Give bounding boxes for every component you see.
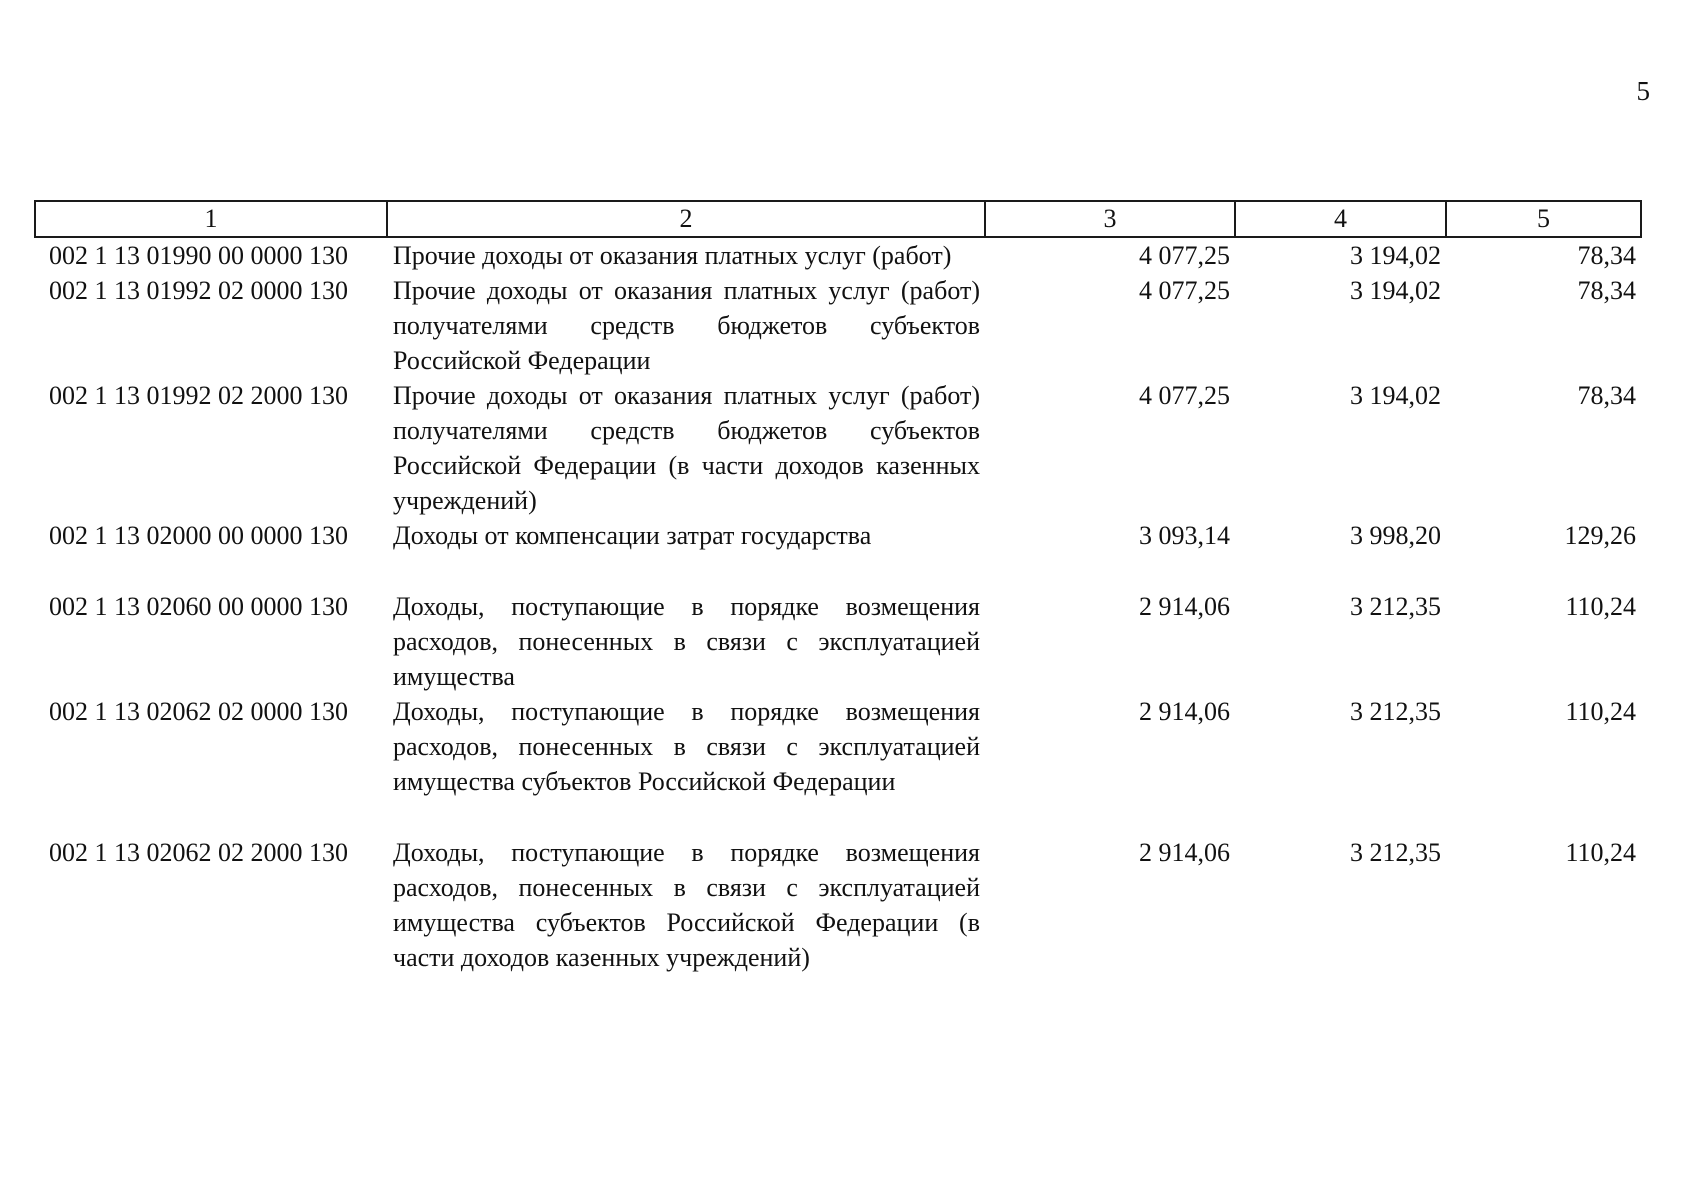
value-col-3: 4 077,25 <box>1139 241 1230 270</box>
value-col-5: 110,24 <box>1565 697 1636 726</box>
value-col-4: 3 194,02 <box>1350 381 1441 410</box>
income-code: 002 1 13 02062 02 0000 130 <box>49 697 348 726</box>
income-name: Доходы, поступающие в порядке возмещения расходов, понесенных в связи с эксплуатацией имущества субъектов Российской Федерации (в части доходов казенных учреждений) <box>393 838 980 972</box>
income-code: 002 1 13 02000 00 0000 130 <box>49 521 348 550</box>
header-col-5: 5 <box>1446 201 1641 237</box>
value-col-5: 78,34 <box>1577 241 1636 270</box>
income-name: Прочие доходы от оказания платных услуг (работ) <box>393 241 952 270</box>
header-col-1: 1 <box>35 201 387 237</box>
income-name: Прочие доходы от оказания платных услуг (работ) получателями средств бюджетов субъектов Российской Федерации <box>393 276 980 375</box>
table-row <box>35 589 1641 694</box>
table-header <box>35 201 1641 237</box>
value-col-5: 78,34 <box>1577 381 1636 410</box>
value-col-4: 3 194,02 <box>1350 276 1441 305</box>
value-col-3: 2 914,06 <box>1139 592 1230 621</box>
value-col-4: 3 998,20 <box>1350 521 1441 550</box>
header-col-2: 2 <box>387 201 985 237</box>
income-code: 002 1 13 01992 02 0000 130 <box>49 276 348 305</box>
value-col-3: 4 077,25 <box>1139 381 1230 410</box>
income-code: 002 1 13 01992 02 2000 130 <box>49 381 348 410</box>
table-row <box>35 518 1641 589</box>
table-row <box>35 273 1641 378</box>
header-row <box>35 201 1641 237</box>
revenue-table <box>34 200 1642 975</box>
income-name: Доходы, поступающие в порядке возмещения расходов, понесенных в связи с эксплуатацией имущества субъектов Российской Федерации <box>393 697 980 796</box>
table-row <box>35 237 1641 273</box>
income-name: Прочие доходы от оказания платных услуг (работ) получателями средств бюджетов субъектов Российской Федерации (в части доходов казенных учреждений) <box>393 381 980 515</box>
value-col-4: 3 194,02 <box>1350 241 1441 270</box>
table-row <box>35 694 1641 835</box>
table-row <box>35 835 1641 975</box>
value-col-3: 2 914,06 <box>1139 838 1230 867</box>
value-col-5: 78,34 <box>1577 276 1636 305</box>
value-col-4: 3 212,35 <box>1350 592 1441 621</box>
value-col-3: 3 093,14 <box>1139 521 1230 550</box>
value-col-5: 110,24 <box>1565 592 1636 621</box>
value-col-5: 129,26 <box>1564 521 1636 550</box>
value-col-3: 2 914,06 <box>1139 697 1230 726</box>
table-body <box>35 237 1641 975</box>
header-col-3: 3 <box>985 201 1235 237</box>
income-name: Доходы, поступающие в порядке возмещения расходов, понесенных в связи с эксплуатацией имущества <box>393 592 980 691</box>
table-row <box>35 378 1641 518</box>
income-code: 002 1 13 01990 00 0000 130 <box>49 241 348 270</box>
value-col-3: 4 077,25 <box>1139 276 1230 305</box>
value-col-5: 110,24 <box>1565 838 1636 867</box>
income-name: Доходы от компенсации затрат государства <box>393 521 872 550</box>
header-col-4: 4 <box>1235 201 1446 237</box>
income-code: 002 1 13 02060 00 0000 130 <box>49 592 348 621</box>
value-col-4: 3 212,35 <box>1350 697 1441 726</box>
value-col-4: 3 212,35 <box>1350 838 1441 867</box>
income-code: 002 1 13 02062 02 2000 130 <box>49 838 348 867</box>
page-number: 5 <box>1636 76 1650 106</box>
